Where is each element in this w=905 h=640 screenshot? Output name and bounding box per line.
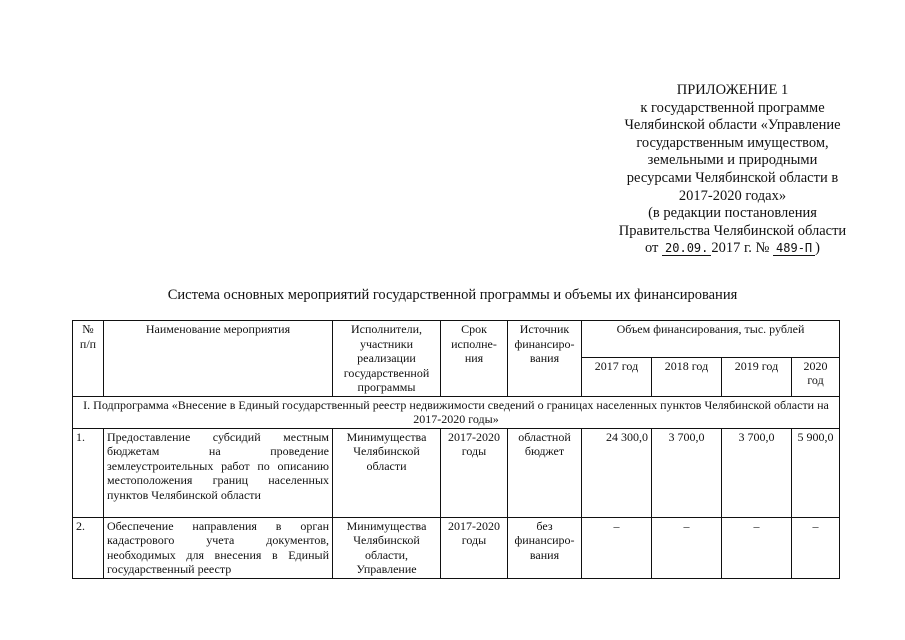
appendix-block [600, 82, 865, 258]
header-year: 2019 год [722, 357, 792, 396]
header-volume: Объем финансирования, тыс. рублей [582, 321, 840, 358]
row-num: 1. [73, 428, 104, 517]
appendix-line: земельными и природными [647, 152, 818, 169]
header-executors: Исполнители, участники реализации государственной программы [333, 321, 441, 397]
header-term: Срок исполне-ния [441, 321, 508, 397]
row-executors: Минимущества Челябинской области [333, 428, 441, 517]
appendix-line: Челябинской области «Управление [624, 117, 841, 134]
row-term: 2017-2020 годы [441, 428, 508, 517]
appendix-line: Правительства Челябинской области [618, 222, 847, 239]
date-prefix: от [644, 240, 659, 257]
row-source: областной бюджет [508, 428, 582, 517]
resolution-number: 489-П [773, 241, 815, 256]
row-term: 2017-2020 годы [441, 517, 508, 578]
row-amount-2020: 5 900,0 [792, 428, 840, 517]
header-source: Источник финансиро-вания [508, 321, 582, 397]
row-amount-2017: – [582, 517, 652, 578]
header-year: 2018 год [652, 357, 722, 396]
appendix-line: 2017-2020 годах» [678, 187, 787, 204]
appendix-line: государственным имуществом, [636, 134, 829, 151]
row-name: Обеспечение направления в орган кадастрового учета документов, необходимых для внесения в Единый государственный реестр [104, 517, 333, 578]
table-row [73, 428, 840, 517]
row-amount-2019: 3 700,0 [722, 428, 792, 517]
row-executors: Минимущества Челябинской области, Управление [333, 517, 441, 578]
header-year: 2020 год [792, 357, 840, 396]
header-year: 2017 год [582, 357, 652, 396]
date-value: 20.09. [662, 241, 711, 256]
header-row [73, 321, 840, 358]
date-suffix: 2017 г. № [711, 240, 770, 257]
activities-table [72, 320, 840, 579]
appendix-date-line [600, 240, 865, 258]
header-num: № п/п [73, 321, 104, 397]
subprogram-row [73, 396, 840, 428]
row-name: Предоставление субсидий местным бюджетам на проведение землеустроительных работ по описанию местоположения границ населенных пунктов Челябинской области [104, 428, 333, 517]
row-source: без финансиро-вания [508, 517, 582, 578]
row-amount-2019: – [722, 517, 792, 578]
row-amount-2017: 24 300,0 [582, 428, 652, 517]
closing-paren: ) [815, 240, 820, 257]
appendix-line: к государственной программе [640, 99, 825, 116]
appendix-line: ресурсами Челябинской области в [626, 169, 839, 186]
row-num: 2. [73, 517, 104, 578]
subprogram-title: I. Подпрограмма «Внесение в Единый государственный реестр недвижимости сведений о границах населенных пунктов Челябинской области на 2017-2020 годы» [73, 396, 840, 428]
appendix-line: (в редакции постановления [648, 205, 817, 222]
header-name: Наименование мероприятия [104, 321, 333, 397]
appendix-line: ПРИЛОЖЕНИЕ 1 [676, 82, 789, 98]
row-amount-2018: 3 700,0 [652, 428, 722, 517]
row-amount-2020: – [792, 517, 840, 578]
document-title: Система основных мероприятий государственной программы и объемы их финансирования [167, 287, 738, 303]
row-amount-2018: – [652, 517, 722, 578]
table-row [73, 517, 840, 578]
